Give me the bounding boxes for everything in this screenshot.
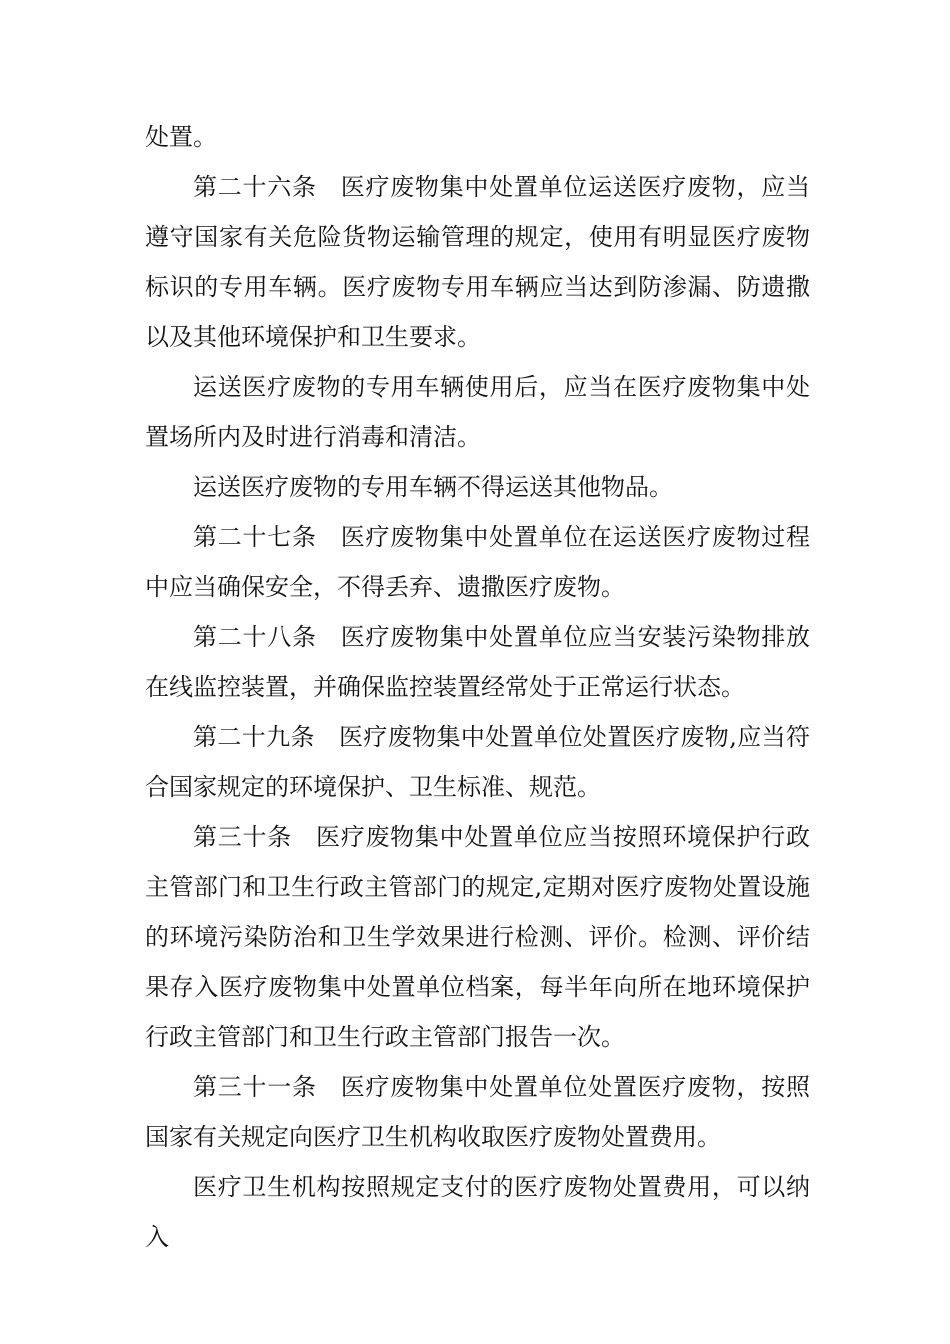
paragraph-text: 医疗废物集中处置单位运送医疗废物，应当遵守国家有关危险货物运输管理的规定，使用有明显医疗废物标识的专用车辆。医疗废物专用车辆应当达到防渗漏、防遗撒以及其他环境保护和卫生要求。: [145, 173, 811, 351]
article-26-paragraph: [145, 162, 810, 362]
article-number: 第三十一条: [193, 1073, 317, 1101]
paragraph-text: 医疗废物集中处置单位应当按照环境保护行政主管部门和卫生行政主管部门的规定,定期对医疗废物处置设施的环境污染防治和卫生学效果进行检测、评价。检测、评价结果存入医疗废物集中处置单位档案，每半年向所在地环境保护行政主管部门和卫生行政主管部门报告一次。: [145, 823, 811, 1051]
article-28-paragraph: [145, 612, 810, 712]
paragraph-text: 医疗废物集中处置单位处置医疗废物，按照国家有关规定向医疗卫生机构收取医疗废物处置费用。: [145, 1073, 811, 1151]
paragraph-text: 医疗废物集中处置单位处置医疗废物,应当符合国家规定的环境保护、卫生标准、规范。: [145, 723, 810, 801]
article-29-paragraph: [145, 712, 810, 812]
paragraph-text: 运送医疗废物的专用车辆使用后，应当在医疗废物集中处置场所内及时进行消毒和清洁。: [145, 373, 810, 451]
paragraph-continuation: [145, 112, 810, 162]
article-31-paragraph-2: [145, 1162, 810, 1262]
paragraph-text: 运送医疗废物的专用车辆不得运送其他物品。: [193, 473, 673, 501]
article-number: 第二十六条: [193, 173, 317, 201]
paragraph-text: 医疗废物集中处置单位在运送医疗废物过程中应当确保安全，不得丢弃、遗撒医疗废物。: [145, 523, 811, 601]
article-26-paragraph-3: [145, 462, 810, 512]
article-31-paragraph: [145, 1062, 810, 1162]
paragraph-text: 医疗废物集中处置单位应当安装污染物排放在线监控装置，并确保监控装置经常处于正常运行状态。: [145, 623, 811, 701]
article-26-paragraph-2: [145, 362, 810, 462]
document-body: [145, 112, 810, 1262]
article-number: 第二十九条: [193, 723, 315, 751]
article-number: 第二十七条: [193, 523, 317, 551]
article-27-paragraph: [145, 512, 810, 612]
paragraph-text: 处置。: [145, 123, 217, 151]
article-number: 第二十八条: [193, 623, 317, 651]
article-30-paragraph: [145, 812, 810, 1062]
article-number: 第三十条: [193, 823, 292, 851]
paragraph-text: 医疗卫生机构按照规定支付的医疗废物处置费用，可以纳入: [145, 1173, 810, 1251]
